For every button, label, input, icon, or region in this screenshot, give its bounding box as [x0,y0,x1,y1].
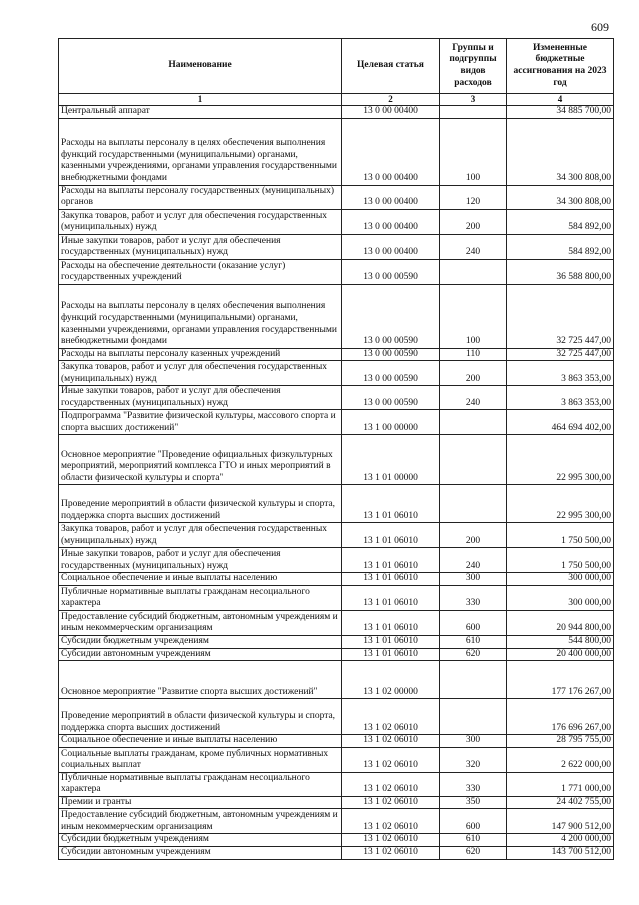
row-code: 13 1 02 00000 [342,661,440,699]
row-name: Основное мероприятие "Проведение официальных физкультурных мероприятий, мероприятий комплекса ГТО и иных мероприятий в области физической культуры и спорта" [59,435,342,485]
row-code: 13 1 02 06010 [342,809,440,834]
column-number: 2 [342,94,440,106]
row-sum: 3 863 353,00 [507,386,614,410]
row-code: 13 1 01 00000 [342,435,440,485]
page-number: 609 [591,20,609,34]
row-name: Расходы на выплаты персоналу в целях обеспечения выполнения функций государственными (муниципальными) органами, казенными учреждениями, органами управления государственными внебюджетными фондами [59,118,342,185]
row-sum: 36 588 800,00 [507,259,614,284]
row-group: 200 [440,361,507,386]
row-name: Подпрограмма "Развитие физической культуры, массового спорта и спорта высших достижений" [59,410,342,435]
table-row [59,648,614,661]
row-code: 13 0 00 00400 [342,118,440,185]
table-row [59,611,614,636]
row-sum: 3 863 353,00 [507,361,614,386]
row-code: 13 1 01 06010 [342,611,440,636]
row-sum: 1 771 000,00 [507,772,614,796]
row-sum: 177 176 267,00 [507,661,614,699]
row-code: 13 1 02 06010 [342,699,440,735]
row-sum: 143 700 512,00 [507,847,614,860]
row-sum: 300 000,00 [507,573,614,586]
table-row [59,348,614,361]
table-row [59,185,614,209]
row-code: 13 1 02 06010 [342,772,440,796]
row-group: 350 [440,796,507,809]
row-name: Предоставление субсидий бюджетным, автономным учреждениям и иным некоммерческим организациям [59,809,342,834]
row-name: Социальное обеспечение и иные выплаты населению [59,735,342,748]
row-code: 13 0 00 00590 [342,259,440,284]
header-group: Группы и подгруппы видов расходов [440,39,507,94]
table-row [59,809,614,834]
table-row [59,735,614,748]
table-row [59,523,614,548]
row-group [440,410,507,435]
row-sum: 22 995 300,00 [507,485,614,523]
table-row [59,573,614,586]
row-name: Расходы на обеспечение деятельности (оказание услуг) государственных учреждений [59,259,342,284]
row-sum: 22 995 300,00 [507,435,614,485]
row-name: Премии и гранты [59,796,342,809]
table-row [59,796,614,809]
row-code: 13 1 01 06010 [342,648,440,661]
row-sum: 1 750 500,00 [507,548,614,573]
column-number: 4 [507,94,614,106]
row-sum: 2 622 000,00 [507,747,614,772]
row-code: 13 1 01 06010 [342,523,440,548]
row-sum: 24 402 755,00 [507,796,614,809]
row-code: 13 1 02 06010 [342,735,440,748]
row-group: 300 [440,735,507,748]
table-row [59,485,614,523]
row-sum: 584 892,00 [507,209,614,234]
row-sum: 464 694 402,00 [507,410,614,435]
row-code: 13 0 00 00590 [342,361,440,386]
row-name: Социальное обеспечение и иные выплаты населению [59,573,342,586]
row-group [440,699,507,735]
row-code: 13 1 02 06010 [342,834,440,847]
row-name: Иные закупки товаров, работ и услуг для обеспечения государственных (муниципальных) нужд [59,234,342,259]
row-code: 13 1 02 06010 [342,847,440,860]
row-group: 600 [440,809,507,834]
row-code: 13 1 01 06010 [342,636,440,649]
row-name: Субсидии бюджетным учреждениям [59,636,342,649]
row-group [440,661,507,699]
row-code: 13 0 00 00590 [342,284,440,348]
row-sum: 34 885 700,00 [507,105,614,118]
table-row [59,259,614,284]
table-row [59,747,614,772]
row-code: 13 0 00 00590 [342,386,440,410]
table-row [59,548,614,573]
row-code: 13 0 00 00400 [342,209,440,234]
row-code: 13 0 00 00400 [342,105,440,118]
table-row [59,234,614,259]
row-group: 600 [440,611,507,636]
row-sum: 20 944 800,00 [507,611,614,636]
table-row [59,386,614,410]
row-sum: 300 000,00 [507,586,614,611]
table-row [59,661,614,699]
column-number: 3 [440,94,507,106]
table-row [59,435,614,485]
row-group: 200 [440,209,507,234]
row-group: 120 [440,185,507,209]
table-row [59,118,614,185]
row-name: Предоставление субсидий бюджетным, автономным учреждениям и иным некоммерческим организациям [59,611,342,636]
row-name: Расходы на выплаты персоналу государственных (муниципальных) органов [59,185,342,209]
row-code: 13 0 00 00590 [342,348,440,361]
table-row [59,834,614,847]
row-group: 620 [440,648,507,661]
row-group: 610 [440,636,507,649]
table-row [59,209,614,234]
row-group: 200 [440,523,507,548]
row-group: 100 [440,118,507,185]
row-group: 320 [440,747,507,772]
row-code: 13 1 01 06010 [342,548,440,573]
row-name: Социальные выплаты гражданам, кроме публичных нормативных социальных выплат [59,747,342,772]
header-code: Целевая статья [342,39,440,94]
header-name: Наименование [59,39,342,94]
row-group: 620 [440,847,507,860]
row-name: Публичные нормативные выплаты гражданам несоциального характера [59,586,342,611]
row-group: 330 [440,772,507,796]
row-group: 240 [440,386,507,410]
table-row [59,586,614,611]
row-name: Закупка товаров, работ и услуг для обеспечения государственных (муниципальных) нужд [59,361,342,386]
row-sum: 544 800,00 [507,636,614,649]
table-body [59,105,614,859]
row-group: 300 [440,573,507,586]
row-sum: 1 750 500,00 [507,523,614,548]
row-group: 110 [440,348,507,361]
table-row [59,636,614,649]
column-number-row [59,94,614,106]
row-sum: 176 696 267,00 [507,699,614,735]
table-row [59,284,614,348]
row-group: 610 [440,834,507,847]
row-group: 240 [440,234,507,259]
row-sum: 34 300 808,00 [507,185,614,209]
row-code: 13 0 00 00400 [342,234,440,259]
row-sum: 147 900 512,00 [507,809,614,834]
row-sum: 4 200 000,00 [507,834,614,847]
row-name: Проведение мероприятий в области физической культуры и спорта, поддержка спорта высших достижений [59,485,342,523]
row-code: 13 1 01 06010 [342,485,440,523]
row-sum: 584 892,00 [507,234,614,259]
row-sum: 32 725 447,00 [507,348,614,361]
row-name: Центральный аппарат [59,105,342,118]
header-sum: Измененные бюджетные ассигнования на 2023 год [507,39,614,94]
row-code: 13 1 00 00000 [342,410,440,435]
row-name: Проведение мероприятий в области физической культуры и спорта, поддержка спорта высших достижений [59,699,342,735]
row-code: 13 1 02 06010 [342,747,440,772]
row-code: 13 1 01 06010 [342,573,440,586]
row-group: 240 [440,548,507,573]
row-group [440,435,507,485]
row-name: Субсидии автономным учреждениям [59,648,342,661]
row-group [440,485,507,523]
row-name: Субсидии автономным учреждениям [59,847,342,860]
row-code: 13 1 02 06010 [342,796,440,809]
row-group [440,105,507,118]
row-sum: 34 300 808,00 [507,118,614,185]
table-row [59,847,614,860]
row-name: Иные закупки товаров, работ и услуг для обеспечения государственных (муниципальных) нужд [59,386,342,410]
row-code: 13 0 00 00400 [342,185,440,209]
row-name: Публичные нормативные выплаты гражданам несоциального характера [59,772,342,796]
row-name: Закупка товаров, работ и услуг для обеспечения государственных (муниципальных) нужд [59,209,342,234]
column-number: 1 [59,94,342,106]
table-row [59,699,614,735]
row-name: Субсидии бюджетным учреждениям [59,834,342,847]
header-row [59,39,614,94]
row-sum: 32 725 447,00 [507,284,614,348]
row-name: Основное мероприятие "Развитие спорта высших достижений" [59,661,342,699]
table-row [59,361,614,386]
row-name: Закупка товаров, работ и услуг для обеспечения государственных (муниципальных) нужд [59,523,342,548]
row-code: 13 1 01 06010 [342,586,440,611]
row-name: Расходы на выплаты персоналу в целях обеспечения выполнения функций государственными (муниципальными) органами, казенными учреждениями, органами управления государственными внебюджетными фондами [59,284,342,348]
row-sum: 20 400 000,00 [507,648,614,661]
row-name: Расходы на выплаты персоналу казенных учреждений [59,348,342,361]
table-row [59,410,614,435]
table-row [59,772,614,796]
row-group: 100 [440,284,507,348]
table-row [59,105,614,118]
row-name: Иные закупки товаров, работ и услуг для обеспечения государственных (муниципальных) нужд [59,548,342,573]
budget-table [58,38,614,860]
row-sum: 28 795 755,00 [507,735,614,748]
row-group: 330 [440,586,507,611]
row-group [440,259,507,284]
